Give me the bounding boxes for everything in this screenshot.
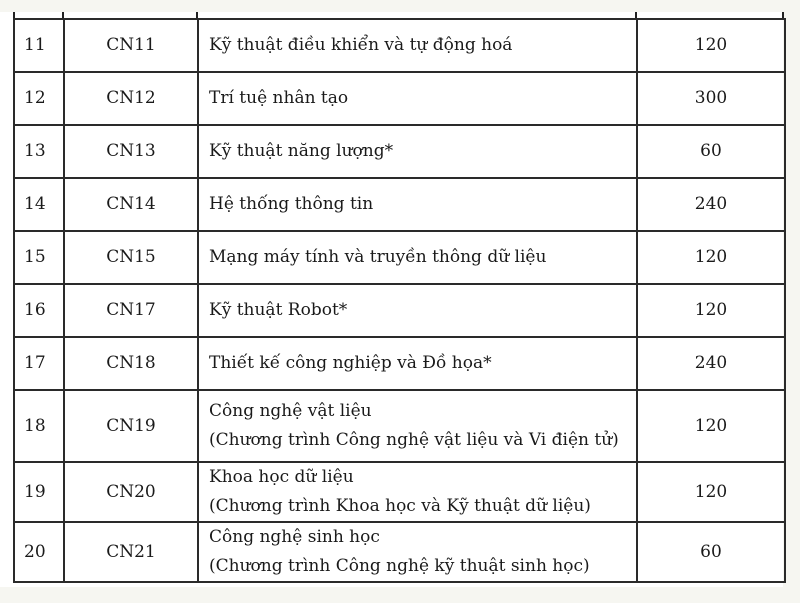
row-number: 18 [14, 390, 64, 462]
program-code: CN19 [64, 390, 198, 462]
program-code: CN21 [64, 522, 198, 582]
table-row [14, 462, 785, 522]
row-number: 14 [14, 178, 64, 231]
table-row [14, 337, 785, 390]
program-subtitle: (Chương trình Công nghệ vật liệu và Vi điện tử) [209, 430, 619, 450]
program-name: Công nghệ vật liệu [209, 401, 372, 421]
program-code: CN11 [64, 19, 198, 72]
table-row [14, 522, 785, 582]
program-name: Kỹ thuật Robot* [198, 284, 637, 337]
program-code: CN14 [64, 178, 198, 231]
table-row [14, 125, 785, 178]
table-row [14, 231, 785, 284]
program-subtitle: (Chương trình Công nghệ kỹ thuật sinh học) [209, 556, 590, 576]
program-name: Kỹ thuật điều khiển và tự động hoá [198, 19, 637, 72]
program-name: Hệ thống thông tin [198, 178, 637, 231]
program-code: CN20 [64, 462, 198, 522]
program-name-cell [198, 390, 637, 462]
program-quota: 240 [637, 178, 785, 231]
row-number: 11 [14, 19, 64, 72]
program-name: Mạng máy tính và truyền thông dữ liệu [198, 231, 637, 284]
program-name: Trí tuệ nhân tạo [198, 72, 637, 125]
program-code: CN17 [64, 284, 198, 337]
table-row [14, 284, 785, 337]
table-row [14, 390, 785, 462]
program-quota: 120 [637, 390, 785, 462]
program-quota: 120 [637, 462, 785, 522]
row-number: 13 [14, 125, 64, 178]
program-name-cell [198, 462, 637, 522]
program-quota: 60 [637, 522, 785, 582]
programs-table [13, 18, 786, 583]
program-quota: 300 [637, 72, 785, 125]
row-number: 20 [14, 522, 64, 582]
program-quota: 240 [637, 337, 785, 390]
program-code: CN13 [64, 125, 198, 178]
program-name-cell [198, 522, 637, 582]
table-row [14, 19, 785, 72]
row-number: 17 [14, 337, 64, 390]
row-number: 16 [14, 284, 64, 337]
program-quota: 60 [637, 125, 785, 178]
program-name: Khoa học dữ liệu [209, 467, 354, 487]
program-name: Công nghệ sinh học [209, 527, 380, 547]
program-name: Thiết kế công nghiệp và Đồ họa* [198, 337, 637, 390]
program-quota: 120 [637, 231, 785, 284]
row-number: 15 [14, 231, 64, 284]
row-number: 12 [14, 72, 64, 125]
table-row [14, 72, 785, 125]
program-subtitle: (Chương trình Khoa học và Kỹ thuật dữ liệu) [209, 496, 591, 516]
row-number: 19 [14, 462, 64, 522]
program-code: CN12 [64, 72, 198, 125]
program-code: CN18 [64, 337, 198, 390]
program-code: CN15 [64, 231, 198, 284]
table-row [14, 178, 785, 231]
program-name: Kỹ thuật năng lượng* [198, 125, 637, 178]
program-quota: 120 [637, 19, 785, 72]
program-quota: 120 [637, 284, 785, 337]
